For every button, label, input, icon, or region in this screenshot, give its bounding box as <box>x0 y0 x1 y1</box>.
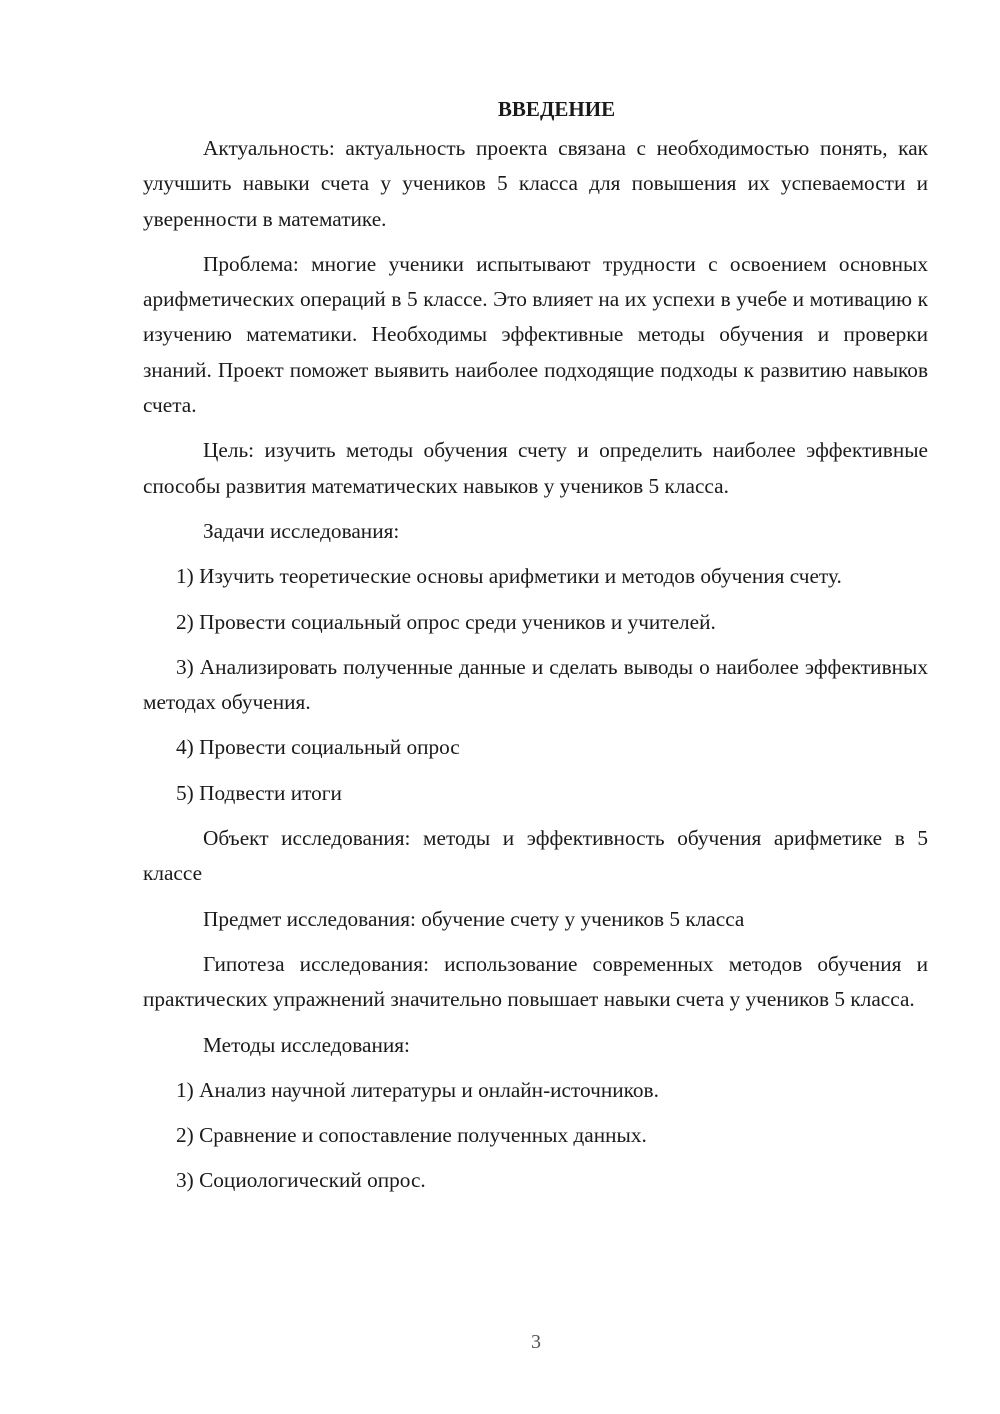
document-page <box>143 92 928 1199</box>
page-title: ВВЕДЕНИЕ <box>497 97 616 121</box>
tasks-heading: Задачи исследования: <box>203 518 400 543</box>
task-item: 1) Изучить теоретические основы арифметики и методов обучения счету. <box>176 564 842 589</box>
methods-heading: Методы исследования: <box>203 1032 410 1057</box>
task-item: 3) Анализировать полученные данные и сделать выводы о наиболее эффективных методах обучения. <box>143 654 928 715</box>
task-item: 4) Провести социальный опрос <box>176 735 460 760</box>
hypothesis-paragraph: Гипотеза исследования: использование современных методов обучения и практических упражнений значительно повышает навыки счета у учеников 5 класса. <box>143 951 928 1012</box>
object-paragraph: Объект исследования: методы и эффективность обучения арифметике в 5 классе <box>143 826 928 886</box>
task-item: 5) Подвести итоги <box>176 780 342 805</box>
method-item: 2) Сравнение и сопоставление полученных данных. <box>176 1123 647 1148</box>
page-number: 3 <box>531 1331 541 1353</box>
problem-paragraph: Проблема: многие ученики испытывают трудности с освоением основных арифметических операций в 5 классе. Это влияет на их успехи в учебе и мотивацию к изучению математики. Необходимы эффективные методы обучения и проверки знаний. Проект поможет выявить наиболее подходящие подходы к развитию навыков счета. <box>143 251 928 418</box>
task-item: 2) Провести социальный опрос среди учеников и учителей. <box>176 609 716 634</box>
subject-paragraph: Предмет исследования: обучение счету у учеников 5 класса <box>203 906 745 931</box>
method-item: 1) Анализ научной литературы и онлайн-источников. <box>176 1077 659 1102</box>
method-item: 3) Социологический опрос. <box>176 1168 426 1193</box>
relevance-paragraph: Актуальность: актуальность проекта связана с необходимостью понять, как улучшить навыки счета у учеников 5 класса для повышения их успеваемости и уверенности в математике. <box>143 136 928 231</box>
goal-paragraph: Цель: изучить методы обучения счету и определить наиболее эффективные способы развития математических навыков у учеников 5 класса. <box>143 438 928 498</box>
